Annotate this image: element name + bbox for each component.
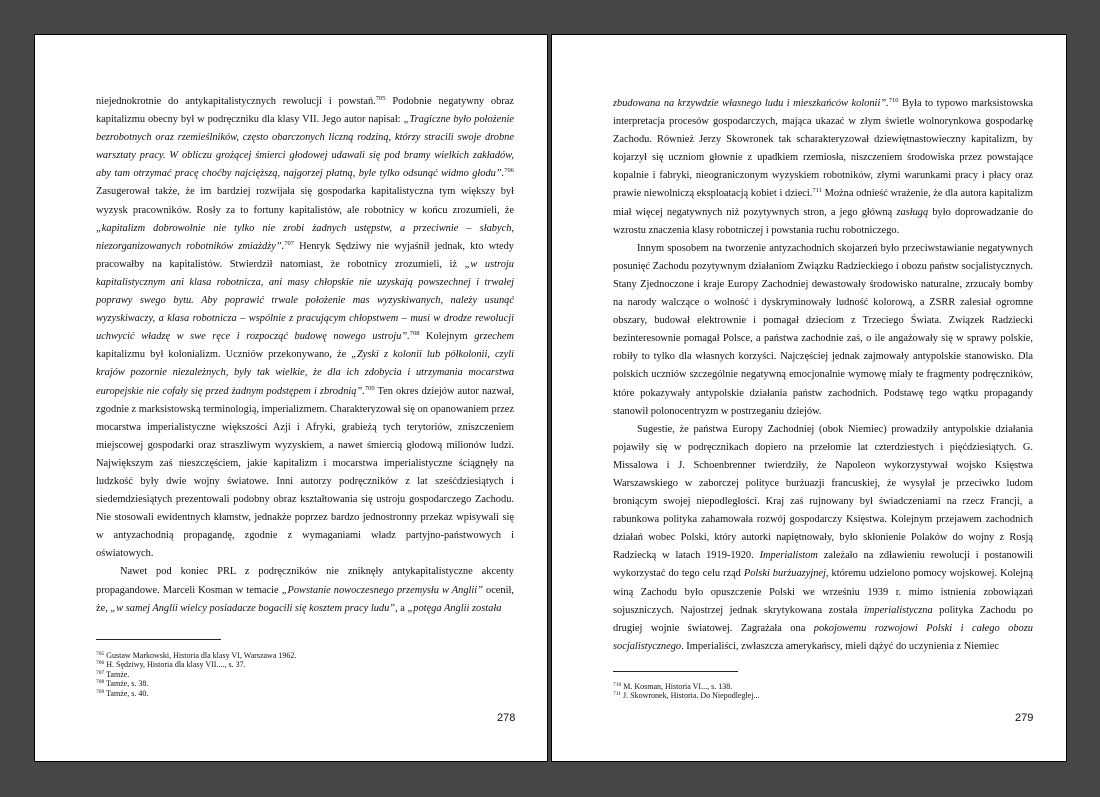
text-run: polityka Zachodu po drugiej wojnie światowej. Zagrażała ona xyxy=(613,604,1034,634)
text-run: ocenił, że, xyxy=(96,584,514,614)
italic-run: grzechem xyxy=(474,331,515,343)
italic-run: „Powstanie nowoczesnego przemysłu w Anglii” xyxy=(281,584,483,596)
footnote-ref: 707 xyxy=(284,239,294,247)
text-run: niejednokrotnie do antykapitalistycznych rewolucji i powstań. xyxy=(96,96,376,107)
italic-run: „w ustroju kapitalistycznym ani klasa robotnicza, ani masy chłopskie nie uzyskają powszechnej i trwałej poprawy swego bytu. Aby poprawić trwale położenie mas wyzyskiwanych, należy usunąć wyzyskiwaczy, a klasa robotnicza – wspólnie z pracującym chłopstwem – musi w drodze rewolucji uchwycić władzę w swe ręce i rozpocząć budowę nowego ustroju”. xyxy=(96,258,514,343)
paragraph xyxy=(613,421,1033,656)
text-run: Ten okres dziejów autor nazwał, zgodnie z marksistowską terminologią, imperializmem. Charakteryzował się on opanowaniem przez mocarstwa imperialistyczne większości Azji i Afryki, grabieżą tych terytoriów, zniszczeniem miejscowej gospodarki oraz straszliwym wyzyskiem, a nawet śmiercią głodową milionów ludzi. Największym zaś nieszczęściem, jakie kapitalizm i mocarstwa imperialistyczne ściągnęły na ludzkość były dwie wojny światowe. Inni autorzy podręczników z lat sześćdziesiątych i siedemdziesiątych prezentowali podobny obraz kształtowania się ustroju gospodarczego Zachodu. Nie stosowali ewidentnych kłamstw, jednakże poprzez bardzo jednostronny przekaz wpisywali się w antyzachodnią propagandę, zgodnie z wymaganiami władz partyjno-państwowych i oświatowych. xyxy=(96,385,514,560)
text-run: Można odnieść wrażenie, że dla autora kapitalizm miał więcej negatywnych niż pozytywnych stron, a jego główną xyxy=(613,188,1033,218)
footnote-ref: 710 xyxy=(888,97,899,104)
paragraph xyxy=(96,93,514,563)
text-run: kapitalizmu był kolonializm. Uczniów przekonywano, że xyxy=(96,349,352,361)
footnote-ref: 711 xyxy=(812,187,822,195)
page-278 xyxy=(34,34,548,762)
footnote xyxy=(96,679,516,688)
text-run: zależało na zdławieniu rewolucji i postanowili wykorzystać do tego celu rząd xyxy=(613,550,1033,580)
page-number: 279 xyxy=(1015,712,1034,724)
footnote-ref: 708 xyxy=(409,330,420,338)
paragraph xyxy=(613,95,1033,240)
text-run: , któremu udzielono pomocy wojskowej. Kolejną winą Zachodu było opuszczenie Polski we wrześniu 1939 r. mimo istnienia zobowiązań sojuszniczych. Najostrzej jednak skrytykowana została xyxy=(613,568,1033,616)
footnote-separator xyxy=(613,671,738,672)
footnote-number: 705 xyxy=(96,651,105,657)
italic-run: „kapitalizm dobrowolnie nie tylko nie zrobi żadnych ustępstw, a przeciwnie – słabych, niezorganizowanych robotników zmiażdży”. xyxy=(96,222,514,252)
footnote-number: 706 xyxy=(96,660,105,667)
footnote-text: M. Kosman, Historia VI..., s. 138. xyxy=(621,682,733,691)
footnote-number: 711 xyxy=(613,691,622,698)
footnote-text: Tamże. xyxy=(104,669,130,679)
footnote-number: 709 xyxy=(96,688,105,695)
italic-run: zasługą xyxy=(896,206,929,218)
paragraph xyxy=(613,240,1033,421)
footnote-separator xyxy=(96,639,221,640)
italic-run: Polski burżuazyjnej xyxy=(743,568,826,580)
footnotes xyxy=(96,651,516,698)
footnotes xyxy=(613,682,1033,701)
footnote-text: H. Sędziwy, Historia dla klasy VII...., s. 37. xyxy=(104,660,246,670)
italic-run: „Zyski z kolonii lub półkolonii, czyli krajów pozornie niezależnych, były tak wielkie, że dla ich zdobycia i utrzymania mocarstwa europejskie nie cofały się przed żadnym podstępem i zbrodnią”. xyxy=(96,349,514,397)
text-run: Była to typowo marksistowska interpretacja procesów gospodarczych, mająca ukazać w złym świetle wolnorynkowa gospodarkę Zachodu. Również Jerzy Skowronek tak scharakteryzował dziewiętnastowieczny kapitalizm, by kojarzył się uczniom głownie z upadkiem rzemiosła, niszczeniem środowiska przez powstające kopalnie i fabryki, nieograniczonym wyzyskiem robotników, złymi warunkami pracy i płacy oraz prawie niewolniczą eksploatacją kobiet i dzieci. xyxy=(613,98,1034,200)
italic-run: „Tragiczne było położenie bezrobotnych oraz rzemieślników, często obarczonych liczną rodziną, którzy stracili swoje drobne warsztaty pracy. W obliczu grożącej śmierci głodowej udawali się pod bramy wielkich zakładów, aby tam otrzymać pracę choćby najcięższą, najgorzej płatną, byle tylko odsunąć widmo głodu”. xyxy=(96,114,514,180)
footnote-text: J. Skowronek, Historia. Do Niepodległej... xyxy=(621,691,760,701)
text-run: było doprowadzanie do wzrostu znaczenia klasy robotniczej i powstania ruchu robotniczego. xyxy=(613,206,1033,236)
footnote-ref: 705 xyxy=(375,95,386,102)
text-run: Sugestie, że państwa Europy Zachodniej (obok Niemiec) prowadziły antypolskie działania pojawiły się w podręcznikach dopiero na przełomie lat czterdziestych i pięćdziesiątych. G. Missalowa i J. Schoenbrenner twierdziły, że Napoleon wykorzystywał wojsko Księstwa Warszawskiego w zaborczej polityce burżuazji francuskiej, że wysyłał je przeciwko ludom broniącym swojej niepodległości. Kraj zaś rujnowany był świadczeniami na rzecz Francji, a rabunkowa polityka zahamowała rozwój gospodarczy Księstwa. Kolejnym przejawem zachodnich działań wobec Polski, który autorki napiętnowały, było skłonienie Polaków do wojny z Rosją Radziecką w latach 1919-1920. xyxy=(613,423,1033,562)
italic-run: „w samej Anglii wielcy posiadacze bogacili się kosztem pracy ludu” xyxy=(110,602,396,614)
text-run: Innym sposobem na tworzenie antyzachodnich skojarzeń było przeciwstawianie negatywnych posunięć Zachodu pozytywnym działaniom Związku Radzieckiego i obozu państw socjalistycznych. Stany Zjednoczone i kraje Europy Zachodniej dewastowały środowisko naturalne, zrzucały bomby na narody walczące o wolność i dyskryminowały ludność kolorową, a ZSRR zalesiał ogromne obszary, budował elektrownie i pomagał dzieciom z Trzeciego Świata. Związek Radziecki bezinteresownie pomagał Polsce, a państwa zachodnie zaś, o ile angażowały się w sprawy polskie, robiły to tylko dla własnych korzyści. Najczęściej jednak zajmowały antypolskie stanowisko. Dla polskich uczniów szczególnie negatywną emocjonalnie wymowę miały te fragmenty podręczników, które pokazywały antypolskie działania państw zachodnich. Podstawę tego wątku propagandy stanowił polonocentryzm w postrzeganiu dziejów. xyxy=(613,242,1033,417)
text-run: Henryk Sędziwy nie wyjaśnił jednak, kto wtedy pracowałby na kapitalistów. Stwierdził natomiast, że robotnicy zrozumieli, iż xyxy=(96,240,514,270)
italic-run: imperialistyczna xyxy=(863,604,933,616)
text-run: Nawet pod koniec PRL z podręczników nie zniknęły antykapitalistyczne akcenty propagandowe. Marceli Kosman w temacie xyxy=(96,566,514,596)
text-run: Zasugerował także, że im bardziej rozwijała się gospodarka kapitalistyczna tym większy był wyzysk pracowników. Rosły za to fortuny kapitalistów, ale robotnicy w końcu zrozumieli, że xyxy=(96,186,514,216)
footnote xyxy=(96,689,516,698)
text-run: . Imperialiści, zwłaszcza amerykańscy, mieli dążyć do uczynienia z Niemiec xyxy=(681,640,999,652)
footnote-text: Tamże, s. 38. xyxy=(104,679,149,689)
paragraph xyxy=(96,563,514,617)
page-number: 278 xyxy=(497,712,516,724)
footnote xyxy=(96,660,516,669)
footnote xyxy=(613,691,1033,700)
footnote-ref: 706 xyxy=(504,167,514,175)
footnote xyxy=(96,670,516,679)
footnote-text: Tamże, s. 40. xyxy=(104,688,149,698)
italic-run: „potęga Anglii została xyxy=(407,602,502,614)
italic-run: Imperialistom xyxy=(759,550,818,562)
footnote-number: 710 xyxy=(613,682,622,688)
footnote-number: 707 xyxy=(96,669,105,676)
footnote-text: Gustaw Markowski, Historia dla klasy VI, Warszawa 1962. xyxy=(104,651,297,660)
italic-run: zbudowana na krzywdzie własnego ludu i mieszkańców kolonii”. xyxy=(613,98,889,109)
body-text xyxy=(613,95,1033,656)
footnote xyxy=(613,682,1033,691)
text-run: , a xyxy=(395,602,408,614)
text-run: Kolejnym xyxy=(419,331,475,343)
body-text xyxy=(96,93,514,618)
italic-run: pokojowemu rozwojowi Polski i całego obozu socjalistycznego xyxy=(613,622,1033,652)
text-run: Podobnie negatywny obraz kapitalizmu obecny był w podręczniku dla klasy VII. Jego autor napisał: xyxy=(96,96,515,126)
footnote-ref: 709 xyxy=(364,384,375,392)
page-279 xyxy=(551,34,1067,762)
footnote xyxy=(96,651,516,660)
footnote-number: 708 xyxy=(96,679,105,686)
